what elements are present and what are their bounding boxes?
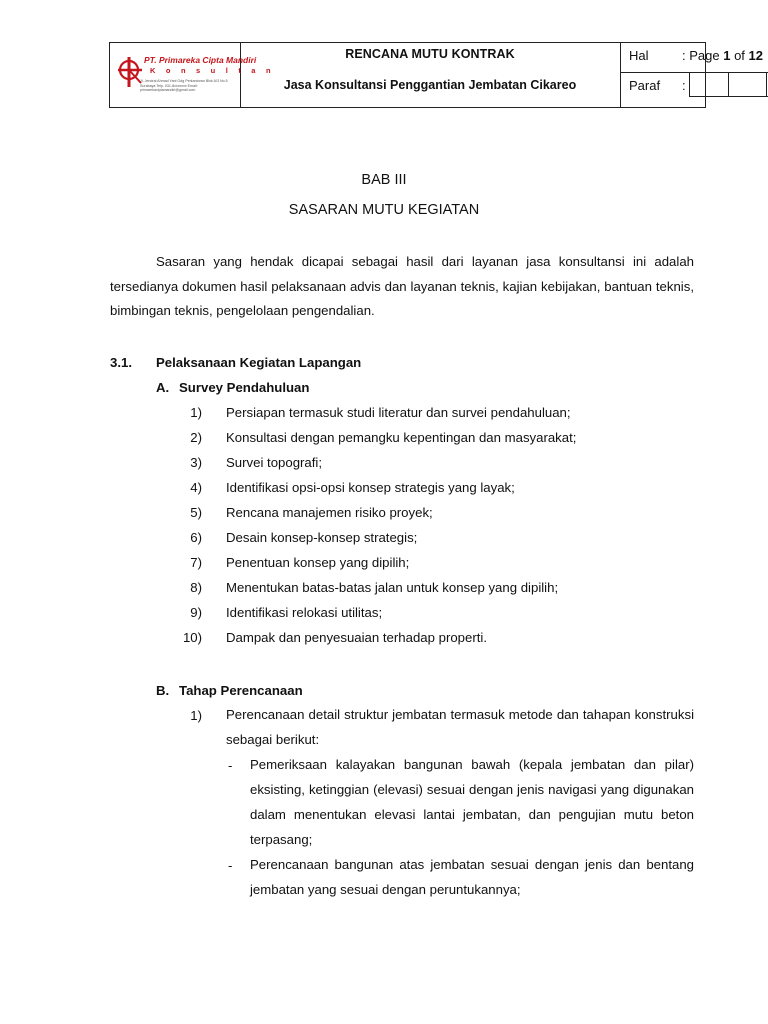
- list-item-number: 1): [190, 708, 202, 723]
- list-item: Survei topografi;: [226, 455, 323, 470]
- section-number: 3.1.: [110, 355, 132, 370]
- list-item: Persiapan termasuk studi literatur dan survei pendahuluan;: [226, 405, 571, 420]
- list-item: Rencana manajemen risiko proyek;: [226, 505, 433, 520]
- intro-paragraph: [110, 250, 694, 324]
- document-subtitle: Jasa Konsultansi Penggantian Jembatan Cikareo: [283, 78, 577, 92]
- bullet-item: Pemeriksaan kalayakan bangunan bawah (kepala jembatan dan pilar) eksisting, ketinggian (elevasi) sesuai dengan jenis navigasi yang digunakan dalam menentukan elevasi lantai jembatan, dan pengujian mutu beton terpasang;: [250, 757, 694, 847]
- page-indicator: [682, 48, 763, 63]
- list-item: Penentuan konsep yang dipilih;: [226, 555, 410, 570]
- bullet-dash: -: [228, 758, 233, 773]
- document-header-table: [109, 42, 764, 108]
- paraf-colon: :: [682, 78, 686, 93]
- page-total: 12: [748, 48, 764, 63]
- paraf-label: Paraf: [629, 78, 661, 93]
- list-item: Identifikasi relokasi utilitas;: [226, 605, 383, 620]
- list-item-number: 8): [190, 580, 202, 595]
- bullet-dash: -: [228, 858, 233, 873]
- bullet-item: Perencanaan bangunan atas jembatan sesuai dengan jenis dan bentang jembatan yang sesuai dengan peruntukannya;: [250, 857, 694, 897]
- list-item-text: Perencanaan detail struktur jembatan termasuk metode dan tahapan konstruksi sebagai berikut:: [226, 707, 694, 747]
- sub-a-title: Survey Pendahuluan: [179, 380, 310, 395]
- logo-cell: [110, 43, 275, 107]
- list-item-number: 7): [190, 555, 202, 570]
- sub-a-label: A.: [156, 380, 170, 395]
- list-item: Identifikasi opsi-opsi konsep strategis yang layak;: [226, 480, 515, 495]
- page-info-row: [621, 43, 768, 73]
- list-item-number: 1): [190, 405, 202, 420]
- list-item-number: 3): [190, 455, 202, 470]
- meta-cell: [621, 43, 764, 107]
- paraf-box-1: [690, 72, 729, 96]
- list-item-number: 10): [182, 630, 202, 645]
- list-item-number: 4): [190, 480, 202, 495]
- list-item-number: 2): [190, 430, 202, 445]
- section-title: Pelaksanaan Kegiatan Lapangan: [156, 355, 362, 370]
- page-current: 1: [723, 48, 731, 63]
- page-prefix: : Page: [682, 48, 720, 63]
- chapter-number: BAB III: [361, 172, 407, 188]
- document-title: RENCANA MUTU KONTRAK: [345, 47, 515, 61]
- list-item-number: 9): [190, 605, 202, 620]
- list-item: Dampak dan penyesuaian terhadap properti.: [226, 630, 487, 645]
- title-cell: [240, 43, 621, 107]
- list-item-number: 6): [190, 530, 202, 545]
- company-logo: [116, 51, 275, 101]
- chapter-title: SASARAN MUTU KEGIATAN: [288, 202, 480, 218]
- page-of: of: [734, 48, 745, 63]
- company-subtitle: K o n s u l t a n: [150, 66, 275, 75]
- hal-label: Hal: [629, 48, 649, 63]
- sub-b-title: Tahap Perencanaan: [179, 683, 303, 698]
- sub-b-label: B.: [156, 683, 170, 698]
- company-address: Jl. Jendral Ahmad Yani Gdg Perkantoran Blok A/3 No.5 Surabaya Telp. 031-8xxxxxxx Email: primarekaciptamandiri@gmail.com: [140, 79, 228, 92]
- list-item: Menentukan batas-batas jalan untuk konsep yang dipilih;: [226, 580, 559, 595]
- list-item-number: 5): [190, 505, 202, 520]
- paraf-box-2: [728, 72, 767, 96]
- list-item: Konsultasi dengan pemangku kepentingan dan masyarakat;: [226, 430, 577, 445]
- company-name: PT. Primareka Cipta Mandiri: [144, 55, 257, 65]
- paraf-row: [621, 72, 768, 107]
- intro-text: Sasaran yang hendak dicapai sebagai hasil dari layanan jasa konsultansi ini adalah tersedianya dokumen hasil pelaksanaan advis dan layanan teknis, kajian kebijakan, bantuan teknis, bimbingan teknis, pengelolaan pengendalian.: [110, 254, 694, 319]
- paraf-boxes: [689, 72, 768, 97]
- list-item: Desain konsep-konsep strategis;: [226, 530, 418, 545]
